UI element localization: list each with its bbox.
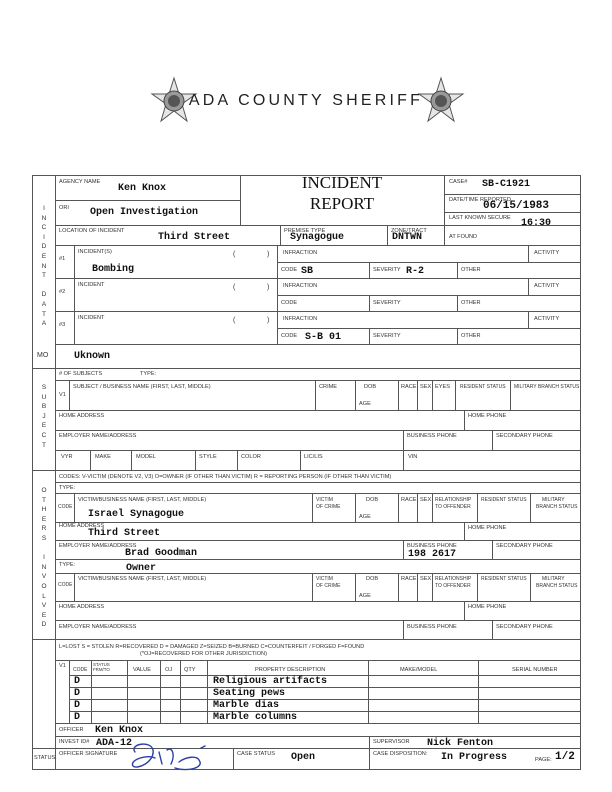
vyr-label: VYR (61, 454, 73, 460)
others-resident-label-2: RESIDENT STATUS (481, 576, 527, 582)
others-type-label: TYPE: (59, 485, 76, 491)
military-status-label: MILITARY BRANCH STATUS (514, 384, 580, 390)
others-dob-label-2: DOB (366, 576, 379, 582)
date-reported-value: 06/15/1983 (483, 200, 550, 212)
invest-id-value: ADA-12 (96, 738, 133, 749)
others-sex-label: SEX (420, 497, 432, 503)
others-business-phone-label: BUSINESS PHONE (407, 543, 457, 549)
section-incident-data: I N C I D E N T D A T A (41, 205, 47, 328)
color-label: COLOR (241, 454, 261, 460)
victim-name-label: VICTIM/BUSINESS NAME (FIRST, LAST, MIDDLE) (78, 497, 207, 503)
code-value: SB (301, 266, 314, 277)
property-description-value: Marble columns (213, 712, 298, 723)
subject-type-label: TYPE: (140, 371, 157, 377)
section-status: STATUS (34, 755, 56, 761)
resident-status-label: RESIDENT STATUS (460, 384, 506, 390)
case-label: CASE# (449, 179, 468, 185)
officer-value: Ken Knox (95, 725, 144, 736)
page-title: ADA COUNTY SHERIFF (188, 92, 424, 109)
premise-type-label: PREMISE TYPE (284, 228, 326, 234)
severity-label: SEVERITY (373, 333, 401, 339)
property-code-value: D (74, 676, 81, 687)
others-code-label: CODE (58, 504, 73, 510)
invest-id-label: INVEST ID# (59, 739, 90, 745)
victim-name-label-2: VICTIM/BUSINESS NAME (FIRST, LAST, MIDDLE) (78, 576, 207, 582)
property-code-value: D (74, 688, 81, 699)
property-oj-label: OJ (165, 667, 173, 673)
case-number: SB-C1921 (482, 179, 531, 190)
property-qty-label: QTY (184, 667, 196, 673)
incident-label: INCIDENT (78, 282, 105, 288)
agency-name-label: AGENCY NAME (59, 179, 101, 185)
paren-close: ) (267, 317, 270, 324)
infraction-label: INFRACTION (283, 250, 318, 256)
section-others-involved: O T H E R S I N V O L V E D (41, 487, 47, 629)
severity-label: SEVERITY (373, 300, 401, 306)
others-military-label-2: BRANCH STATUS (536, 504, 578, 510)
officer-signature (125, 738, 220, 774)
incident-label: INCIDENT(S) (78, 249, 112, 255)
agency-name-value: Ken Knox (118, 183, 167, 194)
location-label: LOCATION OF INCIDENT (59, 228, 125, 234)
others-secondary-phone-label: SECONDARY PHONE (496, 543, 553, 549)
property-value-label: VALUE (133, 667, 151, 673)
model-label: MODEL (136, 454, 156, 460)
activity-label: ACTIVITY (534, 283, 560, 289)
paren-open: ( (233, 317, 236, 324)
paren-open: ( (233, 251, 236, 258)
others-home-phone-label-2: HOME PHONE (468, 604, 507, 610)
case-status-label: CASE STATUS (237, 751, 276, 757)
property-make-model-label: MAKE/MODEL (400, 667, 438, 673)
severity-label: SEVERITY (373, 267, 401, 273)
relationship-label-2a: RELATIONSHIP (435, 576, 472, 582)
supervisor-value: Nick Fenton (427, 738, 494, 749)
at-found-label: AT FOUND (449, 234, 478, 240)
others-secondary-phone-label-2: SECONDARY PHONE (496, 624, 553, 630)
infraction-label: INFRACTION (283, 316, 318, 322)
incident-report-title-line1: INCIDENT (301, 173, 383, 192)
property-code-value: D (74, 712, 81, 723)
property-status-frm-label: FRM/TO (93, 667, 110, 672)
supervisor-label: SUPERVISOR (373, 739, 410, 745)
others-age-label: AGE (359, 514, 371, 520)
incident-value: Bombing (92, 264, 135, 275)
relationship-label-1: RELATIONSHIP (435, 497, 472, 503)
property-description-value: Religious artifacts (213, 676, 328, 687)
subject-name-label: SUBJECT / BUSINESS NAME (FIRST, LAST, MIDDLE) (73, 384, 211, 390)
property-description-value: Seating pews (213, 688, 286, 699)
severity-value: R-2 (406, 266, 425, 277)
page-label: PAGE: (535, 757, 552, 763)
others-type-label-2: TYPE: (59, 562, 76, 568)
relationship-label-2b: TO OFFENDER (435, 583, 471, 589)
others-home-address-label: HOME ADDRESS (59, 523, 105, 529)
others-sex-label-2: SEX (420, 576, 432, 582)
zone-label: ZONE/TRACT (391, 228, 427, 234)
zone-value: DNTWN (392, 232, 423, 243)
last-known-secure-label: LAST KNOWN SECURE (449, 215, 511, 221)
section-mo: MO (37, 352, 49, 359)
date-reported-label: DATE/TIME REPORTED (449, 197, 511, 203)
age-label: AGE (359, 401, 371, 407)
crime-label: CRIME (319, 384, 338, 390)
others-home-address-label-2: HOME ADDRESS (59, 604, 105, 610)
style-label: STYLE (199, 454, 217, 460)
subject-v1-label: V1 (59, 392, 66, 398)
property-v1-label: V1 (59, 663, 66, 669)
others-military-label-2b: BRANCH STATUS (536, 583, 578, 589)
others-employer-label-2: EMPLOYER NAME/ADDRESS (59, 624, 137, 630)
code-label: CODE (281, 333, 298, 339)
others-home-address-value: Third Street (88, 528, 161, 539)
incident-number: #2 (59, 289, 66, 295)
subject-business-phone-label: BUSINESS PHONE (407, 433, 457, 439)
dob-label: DOB (364, 384, 377, 390)
subject-home-phone-label: HOME PHONE (468, 413, 507, 419)
victim-of-crime-label-2: OF CRIME (316, 504, 341, 510)
others-codes-label: CODES: V-VICTIM (DENOTE V2, V3) O=OWNER (IF OTHER THAN VICTIM) R = REPORTING PERSON (IF OTHER THAN VICTIM) (59, 474, 392, 480)
victim-of-crime-label-2b: OF CRIME (316, 583, 341, 589)
case-disposition-value: In Progress (441, 752, 508, 763)
relationship-label-2: TO OFFENDER (435, 504, 471, 510)
paren-close: ) (267, 284, 270, 291)
last-known-secure-value: 16:30 (521, 218, 552, 229)
property-legend: L=LOST S = STOLEN R=RECOVERED D = DAMAGED Z=SEIZED B=BURNED C=COUNTERFEIT / FORGED F=FOUND (59, 644, 365, 650)
num-subjects-label: # OF SUBJECTS (59, 371, 103, 377)
victim-of-crime-label-2a: VICTIM (316, 576, 333, 582)
others-code-label-2: CODE (58, 582, 73, 588)
incident-report-title-line2: REPORT (309, 194, 375, 213)
subject-home-address-label: HOME ADDRESS (59, 413, 105, 419)
others-race-label: RACE (401, 497, 417, 503)
incident-number: #1 (59, 256, 66, 262)
property-description-value: Marble dias (213, 700, 280, 711)
others-military-label-2a: MILITARY (542, 576, 565, 582)
others-employer-label: EMPLOYER NAME/ADDRESS (59, 543, 137, 549)
others-resident-label: RESIDENT STATUS (481, 497, 527, 503)
others-dob-label: DOB (366, 497, 379, 503)
ori-label: ORI (59, 205, 69, 211)
others-type-value-2: Owner (126, 563, 157, 574)
incident-number: #3 (59, 322, 66, 328)
code-label: CODE (281, 300, 298, 306)
others-business-phone-value: 198 2617 (408, 549, 457, 560)
others-race-label-2: RACE (401, 576, 417, 582)
section-subject: S U B J E C T (41, 384, 47, 449)
ori-value: Open Investigation (90, 207, 199, 218)
officer-label: OFFICER (59, 727, 84, 733)
subject-employer-label: EMPLOYER NAME/ADDRESS (59, 433, 137, 439)
victim-of-crime-label-1: VICTIM (316, 497, 333, 503)
race-label: RACE (401, 384, 417, 390)
make-label: MAKE (95, 454, 111, 460)
case-status-value: Open (291, 752, 316, 763)
incident-label: INCIDENT (78, 315, 105, 321)
eyes-label: EYES (435, 384, 450, 390)
other-label: OTHER (461, 300, 481, 306)
officer-signature-label: OFFICER SIGNATURE (59, 751, 118, 757)
others-employer-value: Brad Goodman (125, 548, 198, 559)
property-legend-note: (*OJ=RECOVERED FOR OTHER JURISDICTION) (140, 651, 267, 657)
lic-label: LIC/LIS (304, 454, 323, 460)
case-disposition-label: CASE DISPOSITION: (373, 751, 428, 757)
paren-close: ) (267, 251, 270, 258)
victim-name-value: Israel Synagogue (88, 509, 185, 520)
property-description-label: PROPERTY DESCRIPTION (255, 667, 326, 673)
code-value: S-B 01 (305, 332, 342, 343)
sex-label: SEX (420, 384, 432, 390)
premise-type-value: Synagogue (290, 232, 345, 243)
activity-label: ACTIVITY (534, 316, 560, 322)
others-age-label-2: AGE (359, 593, 371, 599)
infraction-label: INFRACTION (283, 283, 318, 289)
others-home-phone-label: HOME PHONE (468, 525, 507, 531)
property-status-label: STATUS (93, 662, 110, 667)
code-label: CODE (281, 267, 298, 273)
vin-label: VIN (408, 454, 418, 460)
location-value: Third Street (158, 232, 231, 243)
subject-secondary-phone-label: SECONDARY PHONE (496, 433, 553, 439)
property-code-value: D (74, 700, 81, 711)
other-label: OTHER (461, 333, 481, 339)
others-business-phone-label-2: BUSINESS PHONE (407, 624, 457, 630)
paren-open: ( (233, 284, 236, 291)
page-number: 1/2 (555, 751, 575, 763)
mo-value: Uknown (74, 351, 111, 362)
other-label: OTHER (461, 267, 481, 273)
activity-label: ACTIVITY (534, 250, 560, 256)
property-serial-label: SERIAL NUMBER (512, 667, 558, 673)
property-code-label: CODE (73, 667, 88, 673)
others-military-label-1: MILITARY (542, 497, 565, 503)
